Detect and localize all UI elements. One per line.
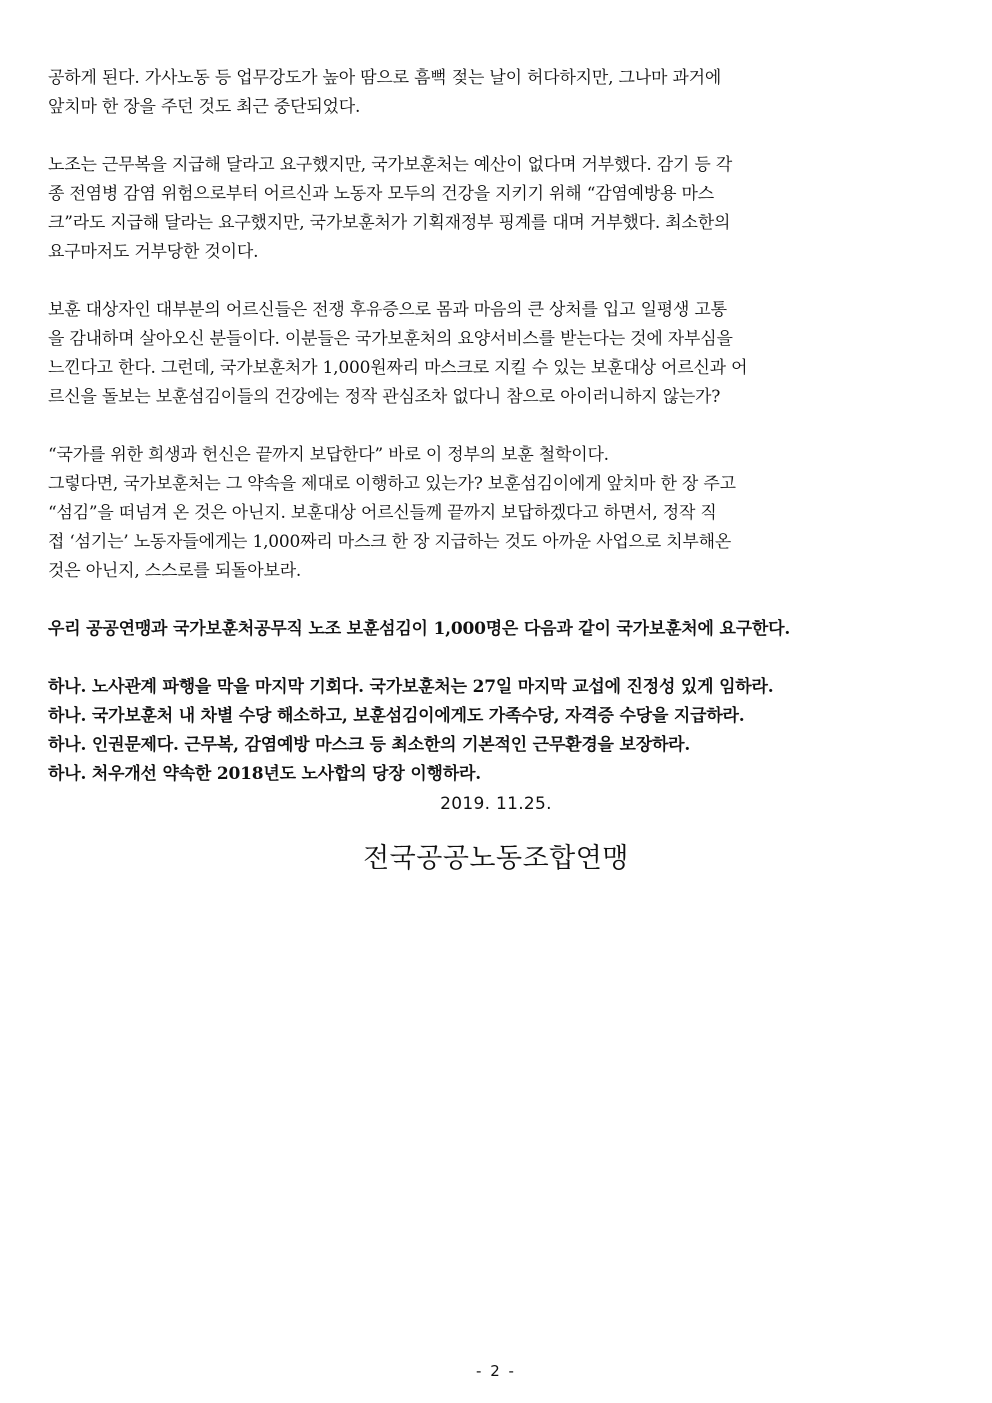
demand-intro <box>48 615 944 644</box>
text-line: “국가를 위한 희생과 헌신은 끝까지 보답한다” 바로 이 정부의 보훈 철학이다. <box>48 445 609 465</box>
text-line: 공하게 된다. 가사노동 등 업무강도가 높아 땀으로 흠뻑 젖는 날이 허다하지만, 그나마 과거에 <box>48 68 722 88</box>
text-line: 을 감내하며 살아오신 분들이다. 이분들은 국가보훈처의 요양서비스를 받는다는 것에 자부심을 <box>48 329 733 349</box>
demand-item: 하나. 노사관계 파행을 막을 마지막 기회다. 국가보훈처는 27일 마지막 교섭에 진정성 있게 임하라. <box>48 677 774 697</box>
organization-name: 전국공공노동조합연맹 <box>363 843 629 874</box>
demand-item: 하나. 처우개선 약속한 2018년도 노사합의 당장 이행하라. <box>48 764 481 784</box>
text-line: 보훈 대상자인 대부분의 어르신들은 전쟁 후유증으로 몸과 마음의 큰 상처를 입고 일평생 고통 <box>48 300 727 320</box>
demand-list <box>48 673 944 789</box>
paragraph-spacer <box>48 122 944 151</box>
text-line: 느낀다고 한다. 그런데, 국가보훈처가 1,000원짜리 마스크로 지킬 수 있는 보훈대상 어르신과 어 <box>48 358 748 378</box>
text-line: 요구마저도 거부당한 것이다. <box>48 242 259 262</box>
text-line: 우리 공공연맹과 국가보훈처공무직 노조 보훈섬김이 1,000명은 다음과 같이 국가보훈처에 요구한다. <box>48 619 791 639</box>
text-line: 종 전염병 감염 위험으로부터 어르신과 노동자 모두의 건강을 지키기 위해 “감염예방용 마스 <box>48 184 714 204</box>
paragraph-philosophy <box>48 441 944 586</box>
paragraph-working-conditions <box>48 64 944 122</box>
text-line: 르신을 돌보는 보훈섬김이들의 건강에는 정작 관심조차 없다니 참으로 아이러니하지 않는가? <box>48 387 721 407</box>
text-line: 접 ‘섬기는’ 노동자들에게는 1,000짜리 마스크 한 장 지급하는 것도 아까운 사업으로 치부해온 <box>48 532 732 552</box>
page-number: - 2 - <box>476 1362 516 1380</box>
demand-item: 하나. 인권문제다. 근무복, 감염예방 마스크 등 최소한의 기본적인 근무환경을 보장하라. <box>48 735 691 755</box>
paragraph-veterans <box>48 296 944 412</box>
text-line: 노조는 근무복을 지급해 달라고 요구했지만, 국가보훈처는 예산이 없다며 거부했다. 감기 등 각 <box>48 155 733 175</box>
text-line: 것은 아닌지, 스스로를 되돌아보라. <box>48 561 302 581</box>
text-line: 그렇다면, 국가보훈처는 그 약속을 제대로 이행하고 있는가? 보훈섬김이에게 앞치마 한 장 주고 <box>48 474 736 494</box>
text-line: 크”라도 지급해 달라는 요구했지만, 국가보훈처가 기획재정부 핑계를 대며 거부했다. 최소한의 <box>48 213 731 233</box>
document-body <box>48 64 944 789</box>
document-date: 2019. 11.25. <box>440 794 552 814</box>
paragraph-spacer <box>48 267 944 296</box>
paragraph-spacer <box>48 586 944 615</box>
paragraph-spacer <box>48 644 944 673</box>
text-line: “섬김”을 떠넘겨 온 것은 아닌지. 보훈대상 어르신들께 끝까지 보답하겠다고 하면서, 정작 직 <box>48 503 717 523</box>
paragraph-spacer <box>48 412 944 441</box>
paragraph-union-request <box>48 151 944 267</box>
text-line: 앞치마 한 장을 주던 것도 최근 중단되었다. <box>48 97 361 117</box>
demand-item: 하나. 국가보훈처 내 차별 수당 해소하고, 보훈섬김이에게도 가족수당, 자격증 수당을 지급하라. <box>48 706 745 726</box>
